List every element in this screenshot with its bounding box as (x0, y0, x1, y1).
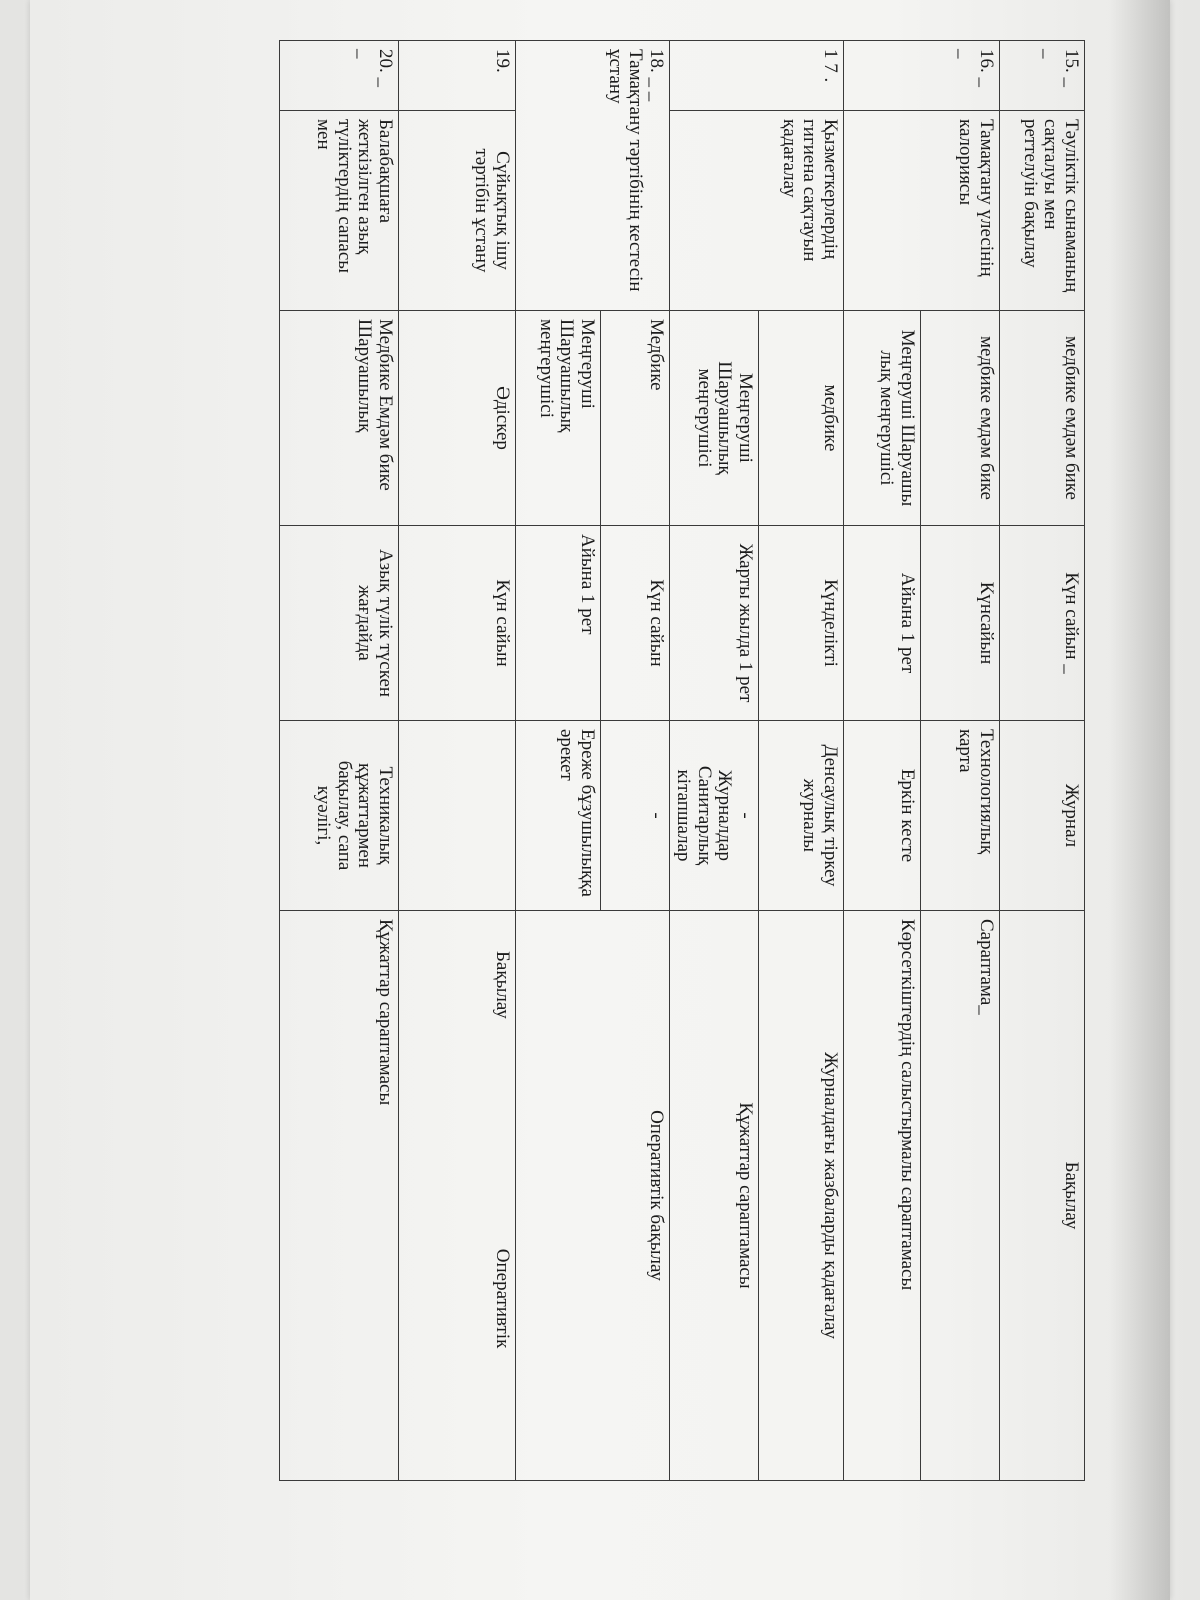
row-responsible-secondary: Меңгеруші Шаруашылық меңгерушісі (515, 311, 600, 526)
table-row (1000, 41, 1085, 1481)
row-method-secondary: Көрсеткіштердің салыстырмалы сараптамасы (844, 911, 921, 1481)
row-document: Технологиялық карта (921, 721, 1000, 911)
row-frequency: Күн сайын _ (1000, 526, 1085, 721)
row-responsible: медбике (759, 311, 844, 526)
row-method: Оперативтік бақылау (515, 911, 669, 1481)
row-method: Құжаттар сараптамасы (279, 911, 398, 1481)
row-frequency: Күн сайын (600, 526, 669, 721)
row-document (398, 721, 515, 911)
row-document-secondary: - Журналдар Санитарлық кітапшалар (669, 721, 758, 911)
row-frequency-secondary: Жарты жылда 1 рет (669, 526, 758, 721)
row-frequency: Азық түлік түскен жағдайда (279, 526, 398, 721)
row-document-secondary: Ереже бұзушылыққа әрекет (515, 721, 600, 911)
row-frequency-secondary: Айына 1 рет (515, 526, 600, 721)
row-document-secondary: Еркін кесте (844, 721, 921, 911)
table-row (759, 41, 844, 1481)
row-frequency: Күнсайын (921, 526, 1000, 721)
control-plan-table (279, 40, 1085, 1481)
method-main: Бақылау (491, 951, 513, 1019)
rotated-document (105, 40, 1085, 1540)
table-row (921, 41, 1000, 1481)
row-method: Сараптама_ (921, 911, 1000, 1481)
row-responsible-secondary: Меңгеруші Шаруашы лық меңгерушісі (844, 311, 921, 526)
row-title-merged: 18. _ _ Тамақтану тәртібінің кестесін ұстану (515, 41, 669, 311)
table-row (600, 41, 669, 1481)
row-number: 20. _ _ (279, 41, 398, 111)
paper-shadow (1110, 0, 1170, 1600)
row-frequency: Күнделікті (759, 526, 844, 721)
row-number: 1 7 . (669, 41, 843, 111)
row-number: 15. _ _ (1000, 41, 1085, 111)
row-title: Тәуліктік сынаманың сақталуы мен реттелуін бақылау (1000, 111, 1085, 311)
row-responsible: Әдіскер (398, 311, 515, 526)
row-responsible: медбике емдәм бике (1000, 311, 1085, 526)
row-title: Сүйықтық ішу тәртібін ұстану (398, 111, 515, 311)
row-number: 16. _ _ (844, 41, 1000, 111)
document-dash: - (735, 812, 756, 819)
row-responsible: медбике емдәм бике (921, 311, 1000, 526)
row-method-secondary: Құжаттар сараптамасы (669, 911, 758, 1481)
table-row (279, 41, 398, 1481)
row-responsible: Медбике Емдәм бике Шаруашылық (279, 311, 398, 526)
row-document: - (600, 721, 669, 911)
row-document: Журнал (1000, 721, 1085, 911)
row-title: Балабақшаға жеткізілген азық түліктердің сапасы мен (279, 111, 398, 311)
row-number: 19. (398, 41, 515, 111)
method-extra: Оперативтік (491, 1248, 513, 1349)
row-document: Денсаулық тіркеу журналы (759, 721, 844, 911)
row-frequency: Күн сайын (398, 526, 515, 721)
row-method (398, 911, 515, 1481)
row-number: 18. _ _ (645, 49, 667, 102)
row-title: Қызметкерлердің гигиена сақтауын қадағалау (669, 111, 843, 311)
row-method: Бақылау (1000, 911, 1085, 1481)
row-title: Тамақтану үлесінің калориясы (844, 111, 1000, 311)
row-document: Техникалық құжаттармен бақылау, сапа куәлігі, (279, 721, 398, 911)
row-responsible-secondary: Меңгеруші Шаруашылық меңгерушісі (669, 311, 758, 526)
row-method: Журналдағы жазбаларды қадағалау (759, 911, 844, 1481)
table-row (398, 41, 515, 1481)
row-responsible: Медбике (600, 311, 669, 526)
row-frequency-secondary: Айына 1 рет (844, 526, 921, 721)
